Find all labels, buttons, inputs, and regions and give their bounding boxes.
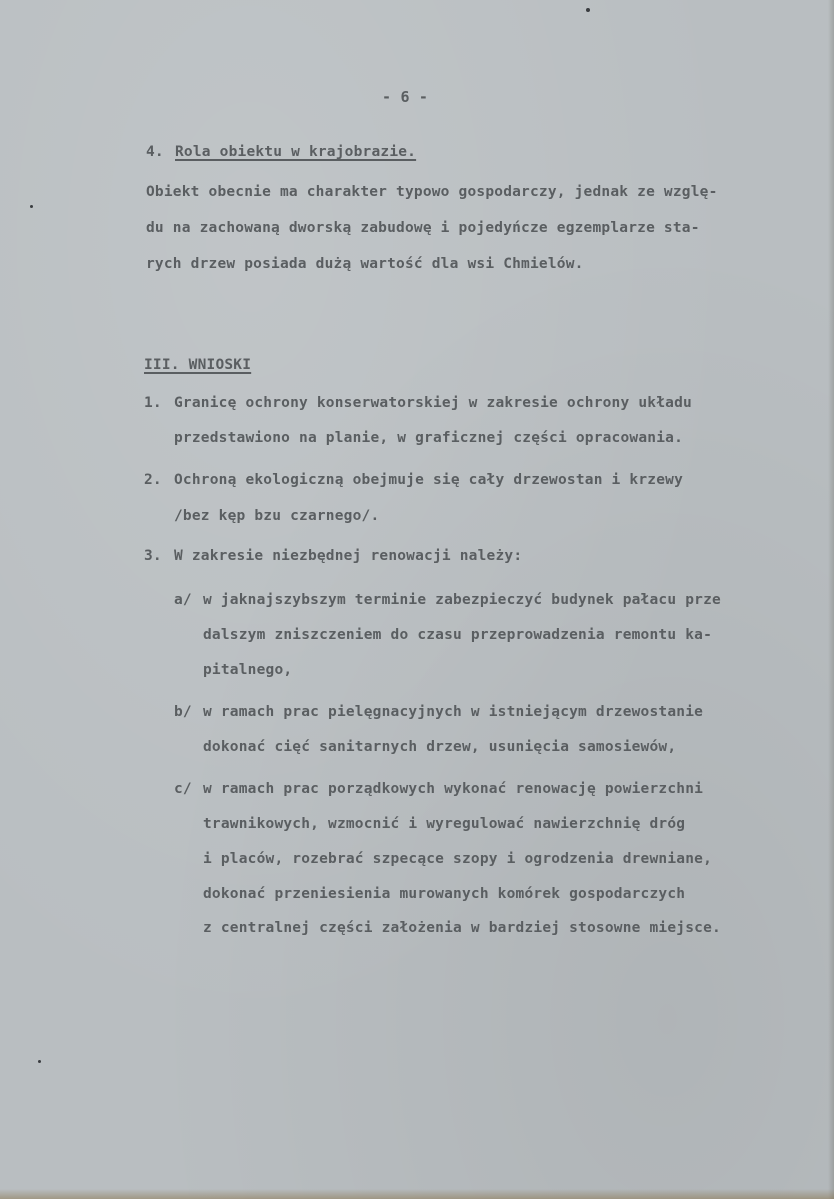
conclusions-heading: III. WNIOSKI bbox=[144, 357, 252, 373]
section-4-text-line: rych drzew posiada dużą wartość dla wsi Chmielów. bbox=[146, 256, 584, 272]
list-item-marker: 1. bbox=[144, 395, 162, 411]
sub-item-marker: a/ bbox=[174, 592, 192, 608]
ink-speck bbox=[38, 1060, 41, 1063]
ink-speck bbox=[30, 205, 33, 208]
sub-item-line: dalszym zniszczeniem do czasu przeprowadzenia remontu ka- bbox=[203, 627, 712, 643]
list-item-line: przedstawiono na planie, w graficznej części opracowania. bbox=[174, 430, 683, 446]
section-4-heading: Rola obiektu w krajobrazie. bbox=[175, 144, 417, 160]
sub-item-line: trawnikowych, wzmocnić i wyregulować nawierzchnię dróg bbox=[203, 816, 686, 832]
sub-item-marker: b/ bbox=[174, 704, 192, 720]
section-4-text-line: Obiekt obecnie ma charakter typowo gospodarczy, jednak ze wzglę- bbox=[146, 184, 718, 200]
list-item-line: W zakresie niezbędnej renowacji należy: bbox=[174, 548, 523, 564]
sub-item-line: pitalnego, bbox=[203, 662, 293, 678]
section-4-text-line: du na zachowaną dworską zabudowę i pojedyńcze egzemplarze sta- bbox=[146, 220, 700, 236]
sub-item-line: dokonać cięć sanitarnych drzew, usunięcia samosiewów, bbox=[203, 739, 677, 755]
sub-item-line: w ramach prac porządkowych wykonać renowację powierzchni bbox=[203, 781, 704, 797]
sub-item-line: i placów, rozebrać szpecące szopy i ogrodzenia drewniane, bbox=[203, 851, 712, 867]
list-item-marker: 3. bbox=[144, 548, 162, 564]
ink-speck bbox=[586, 8, 590, 12]
page-number: - 6 - bbox=[382, 88, 429, 106]
sub-item-line: w jaknajszybszym terminie zabezpieczyć budynek pałacu prze bbox=[203, 592, 721, 608]
list-item-line: Granicę ochrony konserwatorskiej w zakresie ochrony układu bbox=[174, 395, 692, 411]
sub-item-line: z centralnej części założenia w bardziej stosowne miejsce. bbox=[203, 920, 721, 936]
list-item-line: /bez kęp bzu czarnego/. bbox=[174, 508, 380, 524]
sub-item-line: w ramach prac pielęgnacyjnych w istniejącym drzewostanie bbox=[203, 704, 704, 720]
sub-item-line: dokonać przeniesienia murowanych komórek gospodarczych bbox=[203, 886, 686, 902]
page-edge-shadow bbox=[828, 0, 834, 1199]
sub-item-marker: c/ bbox=[174, 781, 192, 797]
list-item-marker: 2. bbox=[144, 472, 162, 488]
section-4-number: 4. bbox=[146, 144, 164, 160]
page-bottom-edge bbox=[0, 1189, 834, 1199]
list-item-line: Ochroną ekologiczną obejmuje się cały drzewostan i krzewy bbox=[174, 472, 683, 488]
